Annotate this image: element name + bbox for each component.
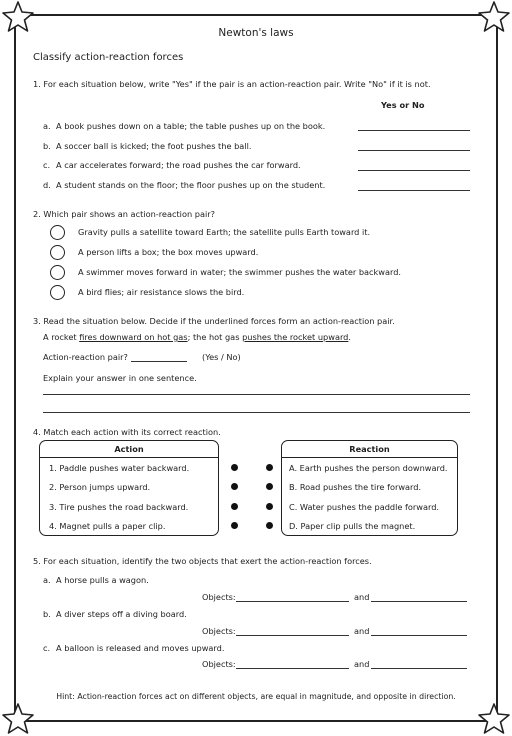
action-item: 2. Person jumps upward. bbox=[49, 482, 151, 492]
reaction-item: A. Earth pushes the person downward. bbox=[289, 463, 448, 473]
and-label: and bbox=[354, 592, 370, 602]
action-item: 1. Paddle pushes water backward. bbox=[49, 463, 190, 473]
q5-object-2-line[interactable] bbox=[371, 668, 467, 669]
q5-object-1-line[interactable] bbox=[236, 668, 349, 669]
q5-object-2-line[interactable] bbox=[371, 601, 467, 602]
objects-label: Objects: bbox=[202, 592, 236, 602]
q5-item-letter: c. bbox=[43, 643, 51, 653]
action-item: 3. Tire pushes the road backward. bbox=[49, 502, 189, 512]
q1-answer-line-b[interactable] bbox=[358, 150, 470, 151]
page-title: Newton's laws bbox=[218, 27, 294, 39]
q1-answer-line-a[interactable] bbox=[358, 130, 470, 131]
reaction-box bbox=[281, 440, 458, 536]
q2-option-radio[interactable] bbox=[50, 285, 65, 300]
action-header: Action bbox=[40, 441, 218, 458]
q2-option-radio[interactable] bbox=[50, 245, 65, 260]
q5-object-2-line[interactable] bbox=[371, 635, 467, 636]
q1-item-letter: c. bbox=[43, 160, 51, 170]
q5-object-1-line[interactable] bbox=[236, 635, 349, 636]
q1-item-text: A student stands on the floor; the floor pushes up on the student. bbox=[56, 180, 326, 190]
q3-situation: A rocket fires downward on hot gas; the hot gas pushes the rocket upward. bbox=[43, 332, 351, 342]
objects-label: Objects: bbox=[202, 626, 236, 636]
worksheet-subtitle: Classify action-reaction forces bbox=[33, 52, 184, 63]
reaction-item: C. Water pushes the paddle forward. bbox=[289, 502, 440, 512]
q3-explain-line-2[interactable] bbox=[43, 412, 470, 413]
match-dot-right[interactable] bbox=[266, 503, 273, 510]
hint-text: Hint: Action-reaction forces act on different objects, are equal in magnitude, and opposite in direction. bbox=[56, 692, 456, 701]
q3-pair-choices: (Yes / No) bbox=[202, 352, 241, 362]
q3-underlined-action: fires downward on hot gas bbox=[79, 332, 188, 342]
q5-item-text: A diver steps off a diving board. bbox=[56, 609, 187, 619]
q1-item-letter: a. bbox=[43, 121, 51, 131]
star-icon-bottom-left bbox=[1, 702, 35, 736]
q2-option-text: A bird flies; air resistance slows the bird. bbox=[78, 287, 245, 297]
reaction-item: D. Paper clip pulls the magnet. bbox=[289, 521, 416, 531]
q1-prompt: 1. For each situation below, write "Yes" if the pair is an action-reaction pair. Write "No" if it is not. bbox=[33, 79, 431, 89]
q5-item-text: A horse pulls a wagon. bbox=[56, 575, 149, 585]
q2-option-radio[interactable] bbox=[50, 265, 65, 280]
q2-option-text: Gravity pulls a satellite toward Earth; the satellite pulls Earth toward it. bbox=[78, 227, 371, 237]
q1-answer-line-d[interactable] bbox=[358, 190, 470, 191]
q2-prompt: 2. Which pair shows an action-reaction pair? bbox=[33, 209, 215, 219]
q3-explain-line-1[interactable] bbox=[43, 394, 470, 395]
action-box bbox=[39, 440, 219, 536]
q1-item-text: A book pushes down on a table; the table pushes up on the book. bbox=[56, 121, 326, 131]
q3-explain-label: Explain your answer in one sentence. bbox=[43, 373, 197, 383]
q5-prompt: 5. For each situation, identify the two objects that exert the action-reaction forces. bbox=[33, 556, 372, 566]
match-dot-left[interactable] bbox=[231, 483, 238, 490]
match-dot-right[interactable] bbox=[266, 522, 273, 529]
reaction-header: Reaction bbox=[282, 441, 457, 458]
and-label: and bbox=[354, 659, 370, 669]
objects-label: Objects: bbox=[202, 659, 236, 669]
match-dot-left[interactable] bbox=[231, 464, 238, 471]
q1-column-header: Yes or No bbox=[381, 100, 425, 110]
match-dot-right[interactable] bbox=[266, 483, 273, 490]
q1-item-text: A car accelerates forward; the road pushes the car forward. bbox=[56, 160, 301, 170]
match-dot-left[interactable] bbox=[231, 503, 238, 510]
q1-item-text: A soccer ball is kicked; the foot pushes the ball. bbox=[56, 141, 252, 151]
match-dot-left[interactable] bbox=[231, 522, 238, 529]
q1-item-letter: d. bbox=[43, 180, 51, 190]
q1-item-letter: b. bbox=[43, 141, 51, 151]
q1-answer-line-c[interactable] bbox=[358, 170, 470, 171]
action-item: 4. Magnet pulls a paper clip. bbox=[49, 521, 166, 531]
star-icon-bottom-right bbox=[477, 702, 511, 736]
q3-pair-answer-line[interactable] bbox=[131, 361, 187, 362]
q5-item-letter: a. bbox=[43, 575, 51, 585]
q4-prompt: 4. Match each action with its correct reaction. bbox=[33, 427, 221, 437]
and-label: and bbox=[354, 626, 370, 636]
q2-option-text: A swimmer moves forward in water; the swimmer pushes the water backward. bbox=[78, 267, 402, 277]
q3-underlined-reaction: pushes the rocket upward bbox=[242, 332, 349, 342]
reaction-item: B. Road pushes the tire forward. bbox=[289, 482, 422, 492]
q3-prompt: 3. Read the situation below. Decide if the underlined forces form an action-reaction pair. bbox=[33, 316, 395, 326]
q2-option-radio[interactable] bbox=[50, 225, 65, 240]
match-dot-right[interactable] bbox=[266, 464, 273, 471]
q5-object-1-line[interactable] bbox=[236, 601, 349, 602]
q5-item-letter: b. bbox=[43, 609, 51, 619]
q3-pair-label: Action-reaction pair? bbox=[43, 352, 128, 362]
q5-item-text: A balloon is released and moves upward. bbox=[56, 643, 225, 653]
q2-option-text: A person lifts a box; the box moves upward. bbox=[78, 247, 259, 257]
